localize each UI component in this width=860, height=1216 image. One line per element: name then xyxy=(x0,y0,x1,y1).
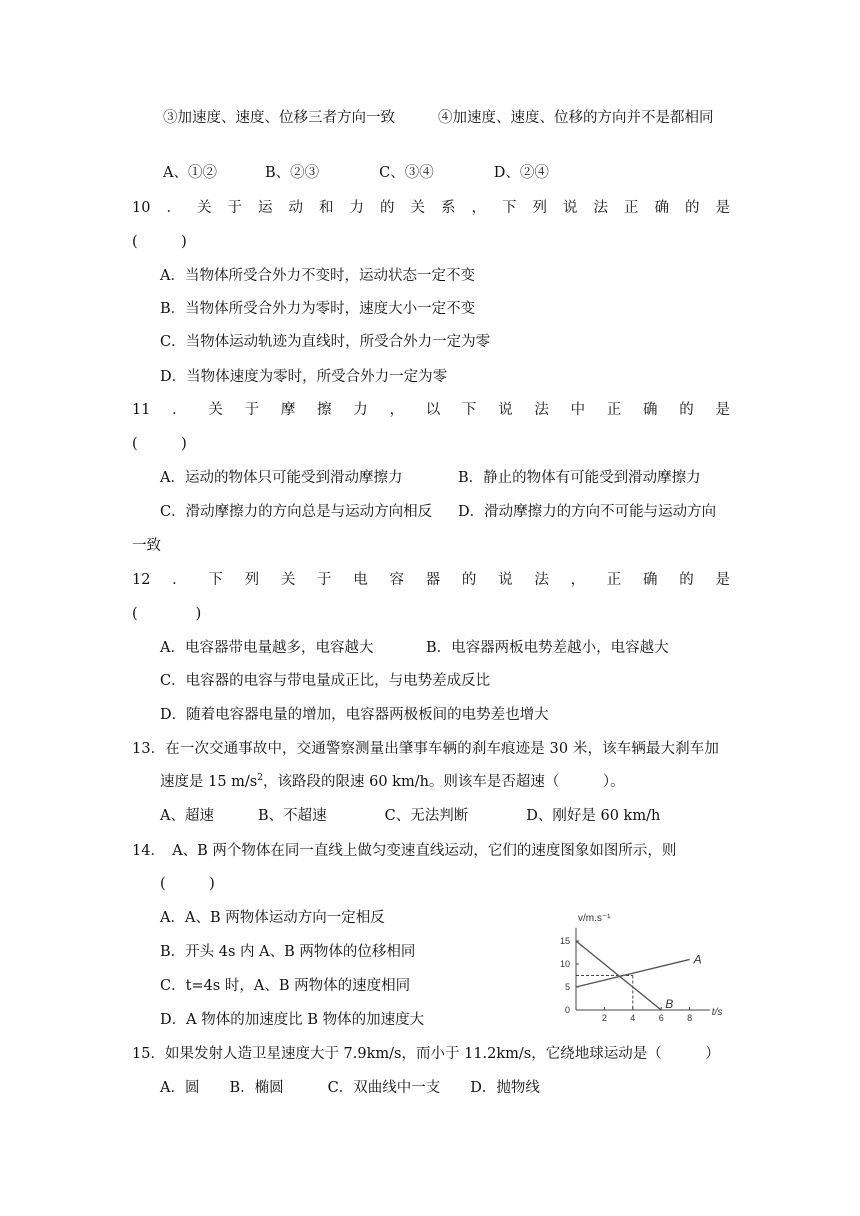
q14-option-c: C．t=4s 时，A、B 两物体的速度相同 xyxy=(160,978,411,994)
q10-option-c: C．当物体运动轨迹为直线时，所受合外力一定为零 xyxy=(160,334,491,350)
q14-option-a: A．A、B 两物体运动方向一定相反 xyxy=(160,910,385,926)
stem-char: 法 xyxy=(593,200,608,216)
stem-char: 的 xyxy=(461,572,477,588)
stem-char: 器 xyxy=(425,572,441,588)
q10-option-a: A．当物体所受合外力不变时，运动状态一定不变 xyxy=(160,268,475,284)
q14-stem-line-1: 14． A、B 两个物体在同一直线上做匀变速直线运动，它们的速度图象如图所示，则 xyxy=(132,843,677,859)
q10-stem xyxy=(132,198,730,218)
q13-options xyxy=(160,806,660,826)
stem-char: 力 xyxy=(353,402,368,418)
stem-char: 的 xyxy=(679,402,694,418)
q11-option-d: D．滑动摩擦力的方向不可能与运动方向 xyxy=(458,504,717,520)
stem-char: 于 xyxy=(227,200,242,216)
stem-char: 运 xyxy=(257,200,273,216)
q11-option-a: A．运动的物体只可能受到滑动摩擦力 xyxy=(160,470,403,486)
x-tick-label: 4 xyxy=(630,1013,636,1023)
series-label-b: B xyxy=(665,997,674,1011)
stem-char: 下 xyxy=(461,402,477,418)
q13-speed-limit-text: ，该路段的限速 60 km/h。则该车是否超速（ ）。 xyxy=(262,774,625,790)
q13-stem-line-1: 13．在一次交通事故中，交通警察测量出肇事车辆的刹车痕迹是 30 米，该车辆最大刹车加 xyxy=(132,741,719,757)
q15-option-d: D．抛物线 xyxy=(470,1080,540,1096)
q9-option-b: B、②③ xyxy=(264,165,320,181)
x-tick-label: 8 xyxy=(687,1013,693,1023)
stem-char: 确 xyxy=(643,572,658,588)
y-tick-label: 10 xyxy=(559,959,570,969)
q14-option-b: B．开头 4s 内 A、B 两物体的位移相同 xyxy=(160,944,416,960)
y-tick-label: 15 xyxy=(559,936,570,946)
stem-char: 正 xyxy=(606,402,622,418)
q9-statement-4: ④加速度、速度、位移的方向并不是都相同 xyxy=(438,110,714,126)
stem-char: 关 xyxy=(280,572,296,588)
stem-char: 擦 xyxy=(317,402,332,418)
stem-char: ， xyxy=(570,572,586,588)
stem-char: 的 xyxy=(379,200,395,216)
stem-char: 摩 xyxy=(280,402,296,418)
stem-char: 下 xyxy=(501,200,517,216)
q9-option-d: D、②④ xyxy=(493,165,549,181)
stem-char: 的 xyxy=(679,572,694,588)
q11-option-b: B．静止的物体有可能受到滑动摩擦力 xyxy=(458,470,701,486)
q13-option-d: D、刚好是 60 km/h xyxy=(526,808,661,824)
stem-char: 确 xyxy=(654,200,669,216)
question-number: 10 xyxy=(132,200,151,216)
stem-char: 是 xyxy=(715,572,730,588)
stem-char: 于 xyxy=(317,572,332,588)
q13-option-b: B、不超速 xyxy=(257,808,327,824)
q9-option-c: C、③④ xyxy=(379,165,434,181)
q10-answer-blank: ( ) xyxy=(132,234,187,250)
stem-char: 的 xyxy=(684,200,700,216)
q10-option-d: D．当物体速度为零时，所受合外力一定为零 xyxy=(160,369,448,385)
q11-option-d-continued: 一致 xyxy=(132,538,161,554)
stem-char: 法 xyxy=(534,572,549,588)
stem-char: 电 xyxy=(353,572,368,588)
q13-option-c: C、无法判断 xyxy=(384,808,469,824)
q12-option-a: A．电容器带电量越多，电容越大 xyxy=(160,640,374,656)
stem-char: ． xyxy=(166,200,181,216)
stem-char: 说 xyxy=(498,572,513,588)
x-axis-label: t/s xyxy=(711,1007,723,1018)
stem-char: 正 xyxy=(606,572,622,588)
y-axis-label: v/m.s⁻¹ xyxy=(578,913,611,924)
stem-char: 下 xyxy=(208,572,223,588)
stem-char: 以 xyxy=(425,402,441,418)
q12-stem xyxy=(132,570,730,590)
stem-char: 列 xyxy=(244,572,260,588)
q12-answer-blank: ( ) xyxy=(132,606,202,622)
q9-statement-3: ③加速度、速度、位移三者方向一致 xyxy=(163,110,395,126)
x-tick-label: 6 xyxy=(658,1013,664,1023)
q11-stem xyxy=(132,400,730,420)
stem-char: 和 xyxy=(318,200,334,216)
stem-char: 确 xyxy=(643,402,658,418)
stem-char: ， xyxy=(471,200,486,216)
q13-accel-text: 速度是 15 m/s xyxy=(160,774,258,790)
q12-option-d: D．随着电容器电量的增加，电容器两极板间的电势差也增大 xyxy=(160,707,549,723)
q15-options xyxy=(160,1078,540,1098)
stem-char: 说 xyxy=(498,402,513,418)
stem-char: 于 xyxy=(244,402,260,418)
q11-option-c: C．滑动摩擦力的方向总是与运动方向相反 xyxy=(160,504,433,520)
q14-answer-blank: ( ) xyxy=(160,876,215,892)
q11-answer-blank: ( ) xyxy=(132,436,187,452)
series-label-a: A xyxy=(693,952,702,967)
q13-option-a: A、超速 xyxy=(160,808,214,824)
stem-char: 是 xyxy=(715,200,730,216)
q12-option-c: C．电容器的电容与带电量成正比，与电势差成反比 xyxy=(160,673,491,689)
q13-stem-line-2 xyxy=(160,772,625,792)
q15-option-a: A．圆 xyxy=(160,1080,200,1096)
q15-option-b: B．椭圆 xyxy=(229,1080,284,1096)
stem-char: ． xyxy=(172,572,187,588)
stem-char: 是 xyxy=(715,402,730,418)
q9-options xyxy=(163,163,549,183)
y-tick-label: 0 xyxy=(564,1005,570,1015)
y-tick-label: 5 xyxy=(564,982,570,992)
q14-option-d: D．A 物体的加速度比 B 物体的加速度大 xyxy=(160,1012,425,1028)
stem-char: 中 xyxy=(570,402,586,418)
question-number: 12 xyxy=(132,572,151,588)
q10-option-b: B．当物体所受合外力为零时，速度大小一定不变 xyxy=(160,301,476,317)
stem-char: 说 xyxy=(562,200,578,216)
stem-char: 关 xyxy=(196,200,212,216)
q13-accel-exponent: 2 xyxy=(257,773,263,784)
stem-char: 关 xyxy=(208,402,223,418)
q9-option-a: A、①② xyxy=(163,165,217,181)
stem-char: 系 xyxy=(440,200,456,216)
stem-char: 动 xyxy=(288,200,303,216)
q12-option-b: B．电容器两板电势差越小，电容越大 xyxy=(426,640,669,656)
q15-stem: 15．如果发射人造卫星速度大于 7.9km/s，而小于 11.2km/s，它绕地球运动是（ ） xyxy=(132,1046,720,1062)
x-tick-label: 2 xyxy=(601,1013,607,1023)
stem-char: 力 xyxy=(349,200,364,216)
velocity-time-graph xyxy=(540,912,740,1030)
q15-option-c: C．双曲线中一支 xyxy=(327,1080,441,1096)
stem-char: 容 xyxy=(389,572,404,588)
stem-char: ， xyxy=(389,402,404,418)
stem-char: ． xyxy=(172,402,187,418)
question-number: 11 xyxy=(132,402,151,418)
stem-char: 法 xyxy=(534,402,549,418)
stem-char: 关 xyxy=(410,200,425,216)
stem-char: 列 xyxy=(532,200,547,216)
stem-char: 正 xyxy=(623,200,639,216)
